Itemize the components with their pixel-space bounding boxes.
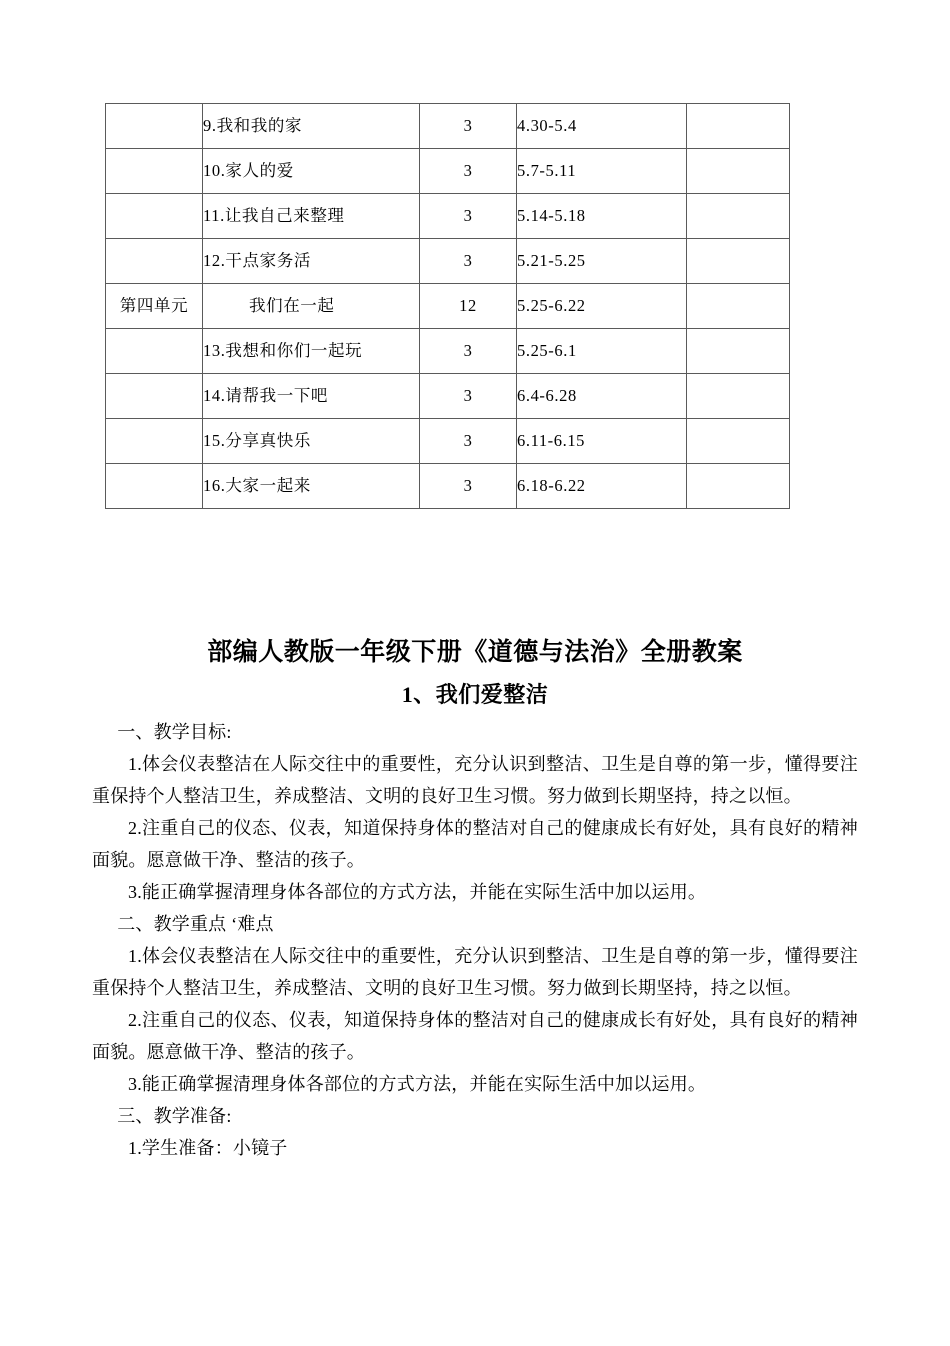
cell-unit — [106, 194, 203, 239]
body-paragraph: 2.注重自己的仪态、仪表，知道保持身体的整洁对自己的健康成长有好处，具有良好的精神面貌。愿意做干净、整洁的孩子。 — [92, 818, 858, 870]
table-row — [106, 419, 790, 464]
body-text-block — [92, 716, 858, 1164]
cell-hours: 3 — [420, 464, 517, 509]
cell-unit — [106, 374, 203, 419]
cell-hours: 3 — [420, 374, 517, 419]
cell-note — [687, 194, 790, 239]
cell-unit — [106, 104, 203, 149]
cell-hours: 3 — [420, 104, 517, 149]
lesson-subtitle: 1、我们爱整洁 — [401, 682, 549, 707]
cell-note — [687, 464, 790, 509]
cell-note — [687, 419, 790, 464]
cell-unit — [106, 329, 203, 374]
cell-hours: 3 — [420, 149, 517, 194]
cell-lesson-title: 15.分享真快乐 — [203, 419, 420, 464]
cell-note — [687, 149, 790, 194]
cell-unit — [106, 149, 203, 194]
table-row — [106, 239, 790, 284]
cell-unit — [106, 419, 203, 464]
table-row — [106, 284, 790, 329]
cell-note — [687, 239, 790, 284]
cell-date-range: 5.25-6.22 — [517, 284, 687, 329]
table-row — [106, 374, 790, 419]
section-heading: 一、教学目标: — [117, 722, 232, 742]
cell-date-range: 5.25-6.1 — [517, 329, 687, 374]
body-paragraph: 3.能正确掌握清理身体各部位的方式方法，并能在实际生活中加以运用。 — [128, 1074, 707, 1094]
section-heading: 二、教学重点 ‘难点 — [117, 914, 274, 934]
section-heading: 三、教学准备: — [117, 1106, 232, 1126]
body-paragraph: 3.能正确掌握清理身体各部位的方式方法，并能在实际生活中加以运用。 — [128, 882, 707, 902]
cell-note — [687, 284, 790, 329]
cell-unit: 第四单元 — [106, 284, 203, 329]
cell-note — [687, 104, 790, 149]
cell-hours: 12 — [420, 284, 517, 329]
cell-date-range: 5.21-5.25 — [517, 239, 687, 284]
cell-date-range: 5.7-5.11 — [517, 149, 687, 194]
cell-date-range: 6.18-6.22 — [517, 464, 687, 509]
cell-lesson-title: 我们在一起 — [203, 284, 420, 329]
body-paragraph: 1.体会仪表整洁在人际交往中的重要性，充分认识到整洁、卫生是自尊的第一步，懂得要注重保持个人整洁卫生，养成整洁、文明的良好卫生习惯。努力做到长期坚持，持之以恒。 — [92, 946, 858, 998]
cell-lesson-title: 10.家人的爱 — [203, 149, 420, 194]
body-paragraph: 2.注重自己的仪态、仪表，知道保持身体的整洁对自己的健康成长有好处，具有良好的精神面貌。愿意做干净、整洁的孩子。 — [92, 1010, 858, 1062]
cell-note — [687, 374, 790, 419]
cell-date-range: 6.4-6.28 — [517, 374, 687, 419]
cell-hours: 3 — [420, 419, 517, 464]
body-paragraph: 1.学生准备：小镜子 — [128, 1138, 288, 1158]
table-row — [106, 194, 790, 239]
cell-date-range: 6.11-6.15 — [517, 419, 687, 464]
cell-hours: 3 — [420, 329, 517, 374]
table-row — [106, 329, 790, 374]
cell-date-range: 4.30-5.4 — [517, 104, 687, 149]
cell-lesson-title: 9.我和我的家 — [203, 104, 420, 149]
cell-unit — [106, 239, 203, 284]
table-row — [106, 104, 790, 149]
page-title: 部编人教版一年级下册《道德与法治》全册教案 — [207, 639, 743, 666]
cell-lesson-title: 13.我想和你们一起玩 — [203, 329, 420, 374]
cell-date-range: 5.14-5.18 — [517, 194, 687, 239]
cell-note — [687, 329, 790, 374]
cell-lesson-title: 14.请帮我一下吧 — [203, 374, 420, 419]
cell-hours: 3 — [420, 194, 517, 239]
cell-lesson-title: 16.大家一起来 — [203, 464, 420, 509]
table-row — [106, 149, 790, 194]
cell-lesson-title: 11.让我自己来整理 — [203, 194, 420, 239]
cell-lesson-title: 12.干点家务活 — [203, 239, 420, 284]
cell-hours: 3 — [420, 239, 517, 284]
body-paragraph: 1.体会仪表整洁在人际交往中的重要性，充分认识到整洁、卫生是自尊的第一步，懂得要注重保持个人整洁卫生，养成整洁、文明的良好卫生习惯。努力做到长期坚持，持之以恒。 — [92, 754, 858, 806]
table-body — [106, 104, 790, 509]
cell-unit — [106, 464, 203, 509]
table-row — [106, 464, 790, 509]
teaching-plan-table — [105, 103, 790, 509]
